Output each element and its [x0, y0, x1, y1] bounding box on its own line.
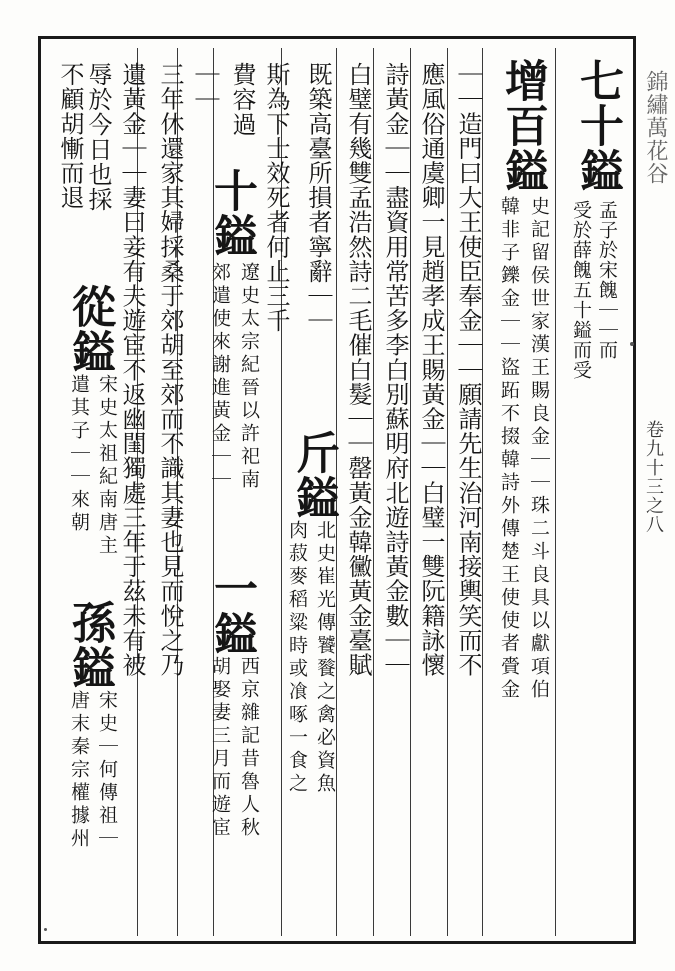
margin-strip [627, 40, 636, 940]
annotation: 受於薛餽五十鎰而受 [570, 200, 592, 380]
annotation: 北史崔光傳饕餮之禽必資魚 [314, 520, 336, 796]
body-text: 辱於今日也採 [84, 62, 112, 212]
text-column-4: 應風俗通虞卿一見趙孝成王賜黃金｜｜白璧一雙阮籍詠懷 [417, 62, 445, 677]
annotation: 韓非子鑠金｜｜盜跖不掇韓詩外傳楚王使使者賫金 [498, 196, 520, 702]
annotation: 唐末秦宗權據州 [68, 690, 90, 851]
annotation: 西京雜記昔魯人秋 [238, 656, 260, 840]
text-column-14: 不顧胡慚而退 [56, 62, 84, 210]
entry-heading: 一鎰 [206, 566, 257, 656]
annotation: 孟子於宋餽｜｜而 [596, 200, 618, 360]
annotation: 肉菽麥稻粱時或飡啄一食之 [286, 520, 308, 796]
annotation: 宋史太祖紀南唐主 [96, 374, 118, 558]
ink-speck [630, 342, 634, 346]
entry-heading: 從鎰 [64, 284, 115, 374]
annotation: 胡娶妻三月而遊宦 [209, 656, 231, 840]
margin-header: 錦繡萬花谷 [643, 70, 668, 185]
annotation: 宋史｜何傳祖｜ [96, 690, 118, 851]
entry-heading: 增百鎰 [497, 58, 548, 193]
ink-speck [44, 928, 47, 931]
entry-heading: 七十鎰 [572, 58, 623, 193]
annotation: 遣其子｜｜來朝 [68, 374, 90, 535]
column-rule [555, 48, 556, 936]
annotation: 遼史太宗紀晉以許祀南 [238, 262, 260, 492]
annotation: 郊遣使來謝進黃金｜｜ [209, 262, 231, 492]
text-column-11: 三年休還家其婦採桑于郊胡至郊而不識其妻也見而悅之乃 [156, 62, 184, 677]
text-column-12: 遺黃金｜｜妻曰妾有夫遊宦不返幽閨獨處三年于茲未有被 [118, 62, 146, 677]
text-column-5: 詩黃金｜｜盡資用常苦多李白別蘇明府北遊詩黃金數｜｜ [381, 62, 409, 677]
annotation: 史記留侯世家漢王賜良金｜｜珠二斗良具以獻項伯 [528, 196, 550, 702]
entry-heading: 斤鎰 [288, 430, 339, 520]
text-column-6: 白璧有幾雙孟浩然詩二毛催白髮｜｜罄黃金韓黴黃金臺賦 [344, 62, 372, 677]
text-column-3: ｜｜造門曰大王使臣奉金｜｜願請先生治河南接輿笑而不 [454, 62, 482, 677]
entry-heading: 十鎰 [206, 168, 257, 258]
text-column-10: ｜｜ [191, 62, 219, 112]
body-text: 費容過 [228, 62, 256, 137]
entry-heading: 孫鎰 [64, 600, 115, 690]
body-text: 既築高臺所損者寧辭｜｜ [304, 62, 332, 333]
margin-juan-label: 卷九十三之八 [643, 420, 664, 534]
text-column-8: 斯為下士效死者何止三千 [262, 62, 290, 333]
